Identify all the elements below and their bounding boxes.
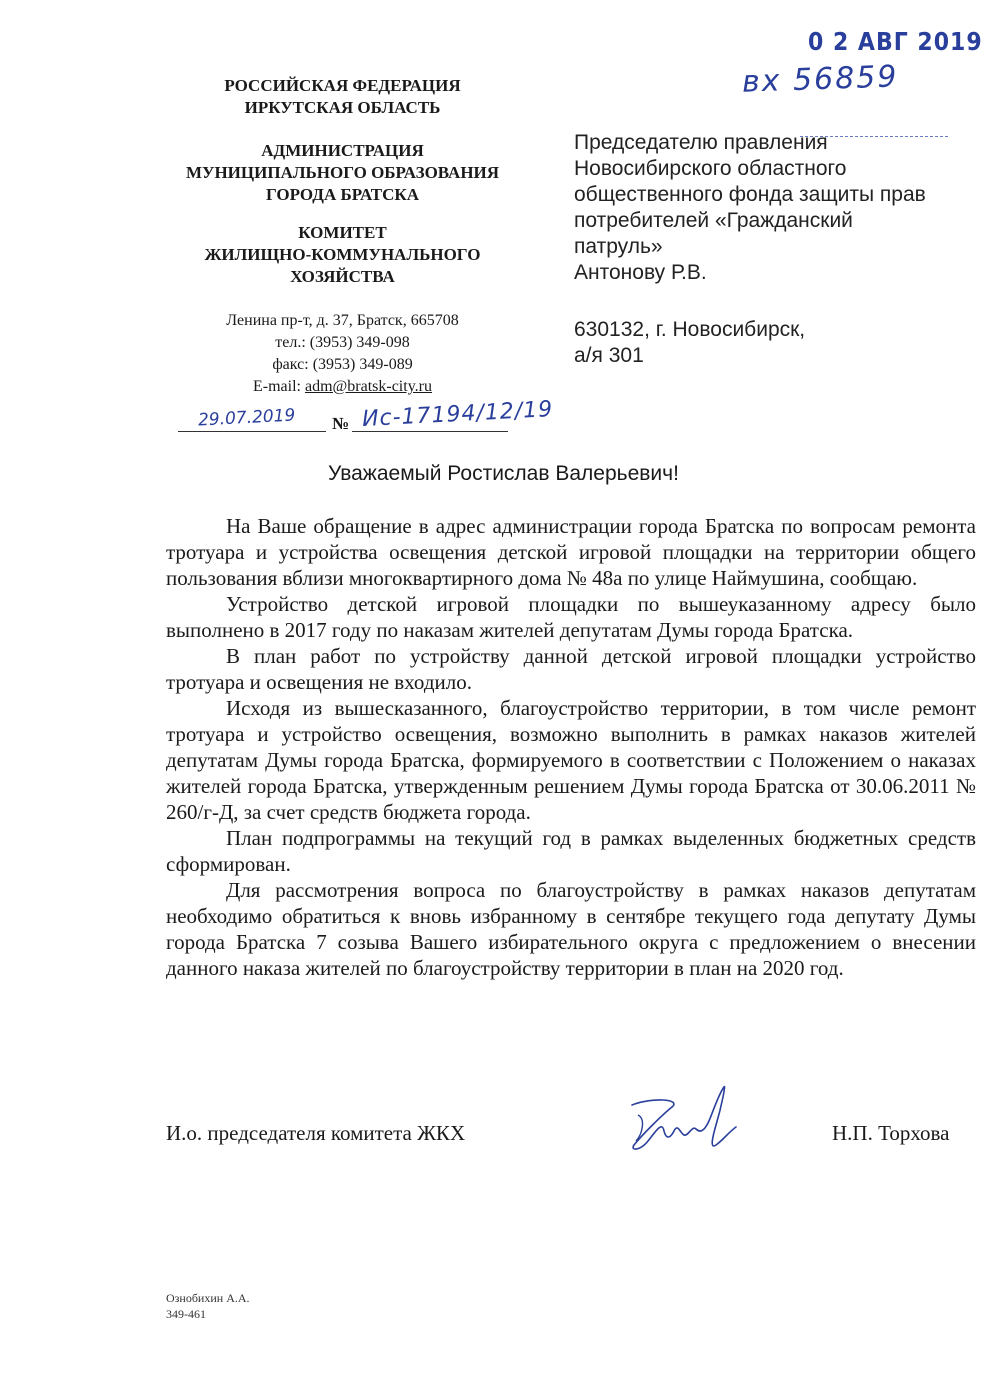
reference-number-sign: № — [332, 414, 350, 433]
letterhead-address: Ленина пр-т, д. 37, Братск, 665708 — [226, 312, 459, 329]
recipient-address-line: а/я 301 — [574, 344, 644, 367]
signatory-name: Н.П. Торхова — [832, 1121, 950, 1145]
greeting: Уважаемый Ростислав Валерьевич! — [328, 462, 679, 485]
letterhead-email-row — [150, 376, 535, 398]
handwritten-signature — [612, 1075, 752, 1160]
letterhead-admin1: АДМИНИСТРАЦИЯ — [261, 141, 424, 160]
recipient-line: Председателю правления — [574, 131, 828, 154]
recipient-line: потребителей «Гражданский — [574, 209, 853, 232]
recipient-line: патруль» — [574, 235, 663, 258]
letterhead-line1: РОССИЙСКАЯ ФЕДЕРАЦИЯ — [224, 76, 461, 95]
incoming-number-handwritten: вх 56859 — [741, 59, 899, 100]
reference-date-handwritten: 29.07.2019 — [197, 405, 296, 431]
letterhead-admin3: ГОРОДА БРАТСКА — [266, 185, 419, 204]
body-paragraph: Исходя из вышесказанного, благоустройство территории, в том числе ремонт тротуара и устройство освещения, возможно выполнить в рамках наказов жителей депутатам Думы города Братска, формируемого в соответствии с Положением о наказах жителей города Братска, утвержденным решением Думы города Братска от 30.06.2011 № 260/г-Д, за счет средств бюджета города. — [166, 696, 976, 824]
recipient-address-line: 630132, г. Новосибирск, — [574, 318, 806, 341]
body-paragraph: План подпрограммы на текущий год в рамках выделенных бюджетных средств сформирован. — [166, 826, 976, 876]
email-link[interactable]: adm@bratsk-city.ru — [304, 378, 432, 395]
letter-body — [166, 513, 976, 981]
letterhead-contacts — [150, 310, 535, 398]
signatory-position: И.о. председателя комитета ЖКХ — [166, 1121, 466, 1145]
letterhead-line2: ИРКУТСКАЯ ОБЛАСТЬ — [244, 98, 441, 117]
recipient-line: общественного фонда защиты прав — [574, 183, 926, 206]
letterhead-committee1: КОМИТЕТ — [298, 223, 387, 242]
recipient-line: Новосибирского областного — [574, 157, 847, 180]
reference-number-handwritten: Ис-17194/12/19 — [361, 397, 554, 432]
letterhead-country — [150, 75, 535, 119]
letterhead-committee2: ЖИЛИЩНО-КОММУНАЛЬНОГО — [204, 245, 481, 264]
body-paragraph: В план работ по устройству данной детской игровой площадки устройство тротуара и освещения не входило. — [166, 644, 976, 694]
received-date-stamp: 0 2 АВГ 2019 — [808, 28, 983, 57]
executor-phone: 349-461 — [166, 1307, 206, 1321]
recipient-address — [574, 317, 974, 369]
executor-name: Ознобихин А.А. — [166, 1291, 250, 1305]
letterhead-fax: факс: (3953) 349-089 — [272, 356, 413, 373]
executor-info — [166, 1290, 250, 1322]
recipient-pen-stroke — [800, 136, 948, 137]
body-paragraph: На Ваше обращение в адрес администрации города Братска по вопросам ремонта тротуара и устройства освещения детской игровой площадки на территории общего пользования вблизи многоквартирного дома № 48а по улице Наймушина, сообщаю. — [166, 514, 976, 590]
letterhead-administration — [150, 140, 535, 206]
letterhead-admin2: МУНИЦИПАЛЬНОГО ОБРАЗОВАНИЯ — [185, 163, 500, 182]
letterhead-phone: тел.: (3953) 349-098 — [275, 334, 410, 351]
letterhead-committee — [150, 222, 535, 288]
body-paragraph: Устройство детской игровой площадки по вышеуказанному адресу было выполнено в 2017 году по наказам жителей депутатам Думы города Братска. — [166, 592, 976, 642]
body-paragraph: Для рассмотрения вопроса по благоустройству в рамках наказов депутатам необходимо обратиться к вновь избранному в сентябре текущего года депутату Думы города Братска 7 созыва Вашего избирательного округа с предложением о внесении данного наказа жителей по благоустройству территории в план на 2020 год. — [166, 878, 976, 980]
recipient-block — [574, 130, 974, 286]
email-label: E-mail: — [253, 378, 305, 395]
recipient-line: Антонову Р.В. — [574, 261, 707, 284]
letterhead-committee3: ХОЗЯЙСТВА — [290, 267, 395, 286]
